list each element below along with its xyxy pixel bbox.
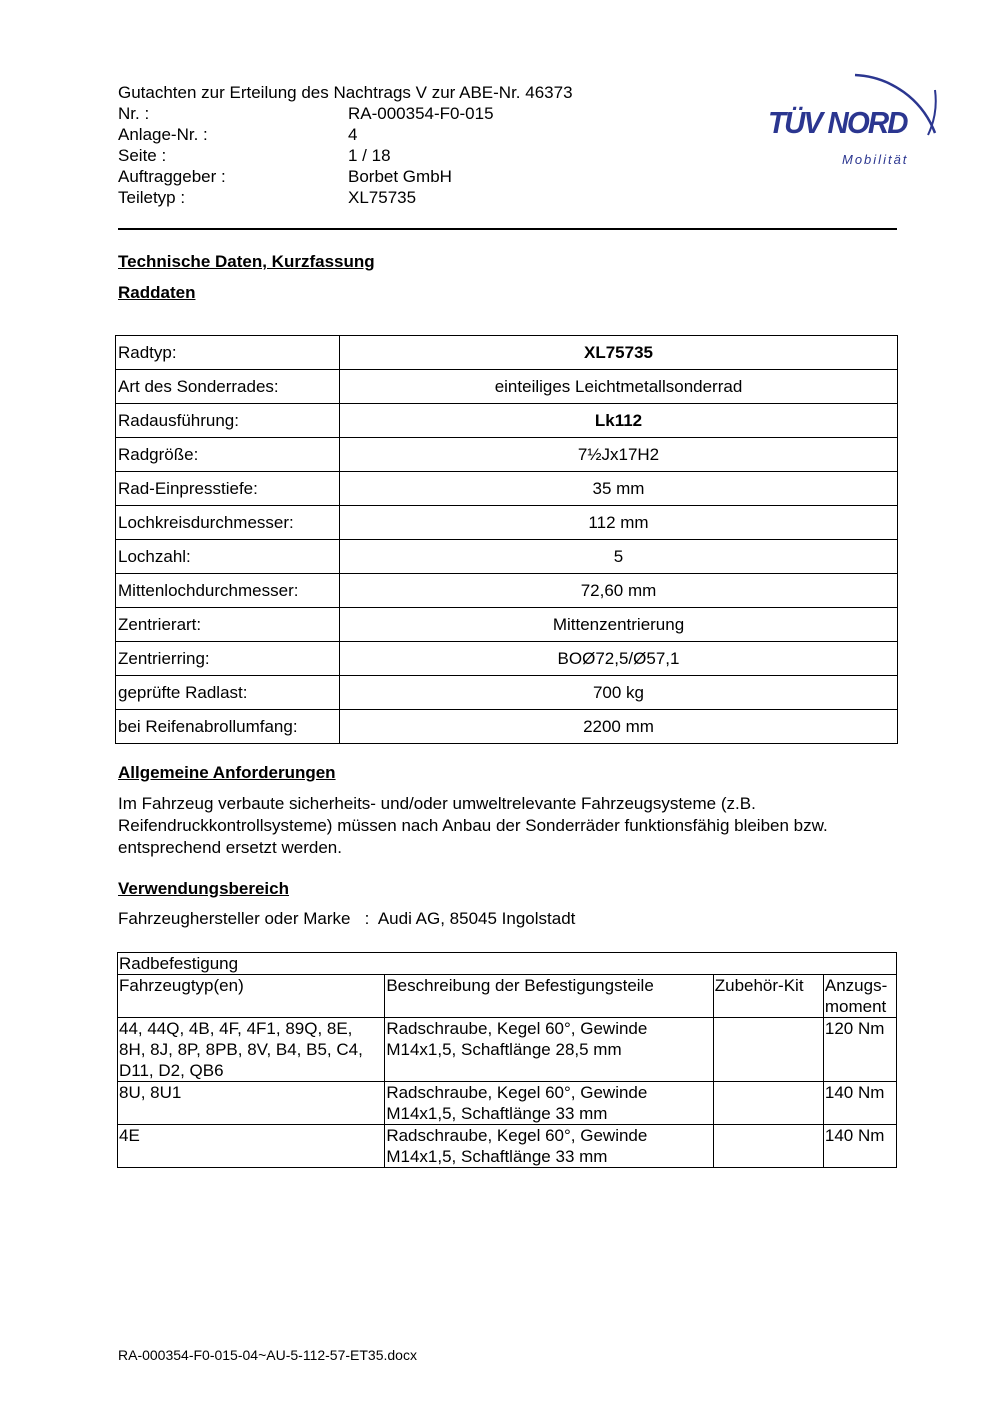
table-row (118, 1018, 897, 1082)
table-cell: 4E (118, 1125, 385, 1168)
document-header (118, 82, 718, 208)
table-title: Radbefestigung (118, 953, 897, 975)
header-row-nr (118, 103, 718, 124)
footer-filename: RA-000354-F0-015-04~AU-5-112-57-ET35.docx (118, 1347, 417, 1363)
table-row (116, 608, 898, 642)
raddaten-label: Radgröße: (116, 438, 340, 472)
table-row (116, 336, 898, 370)
raddaten-label: Radausführung: (116, 404, 340, 438)
header-label: Teiletyp : (118, 188, 186, 207)
table-row (116, 676, 898, 710)
header-value: 1 / 18 (348, 146, 391, 165)
table-row (116, 472, 898, 506)
header-label: Anlage-Nr. : (118, 125, 208, 144)
raddaten-value: 72,60 mm (340, 574, 898, 608)
raddaten-value: 112 mm (340, 506, 898, 540)
table-cell: Radschraube, Kegel 60°, Gewinde M14x1,5, Schaftlänge 28,5 mm (385, 1018, 713, 1082)
header-value: XL75735 (348, 188, 417, 207)
raddaten-label: Mittenlochdurchmesser: (116, 574, 340, 608)
raddaten-label: Zentrierart: (116, 608, 340, 642)
raddaten-value: 35 mm (340, 472, 898, 506)
raddaten-label: Lochzahl: (116, 540, 340, 574)
raddaten-label: Rad-Einpresstiefe: (116, 472, 340, 506)
document-title: Gutachten zur Erteilung des Nachtrags V zur ABE-Nr. 46373 (118, 83, 573, 102)
header-value: Borbet GmbH (348, 167, 452, 186)
header-label: Auftraggeber : (118, 167, 226, 186)
allgemein-paragraph: Im Fahrzeug verbaute sicherheits- und/oder umweltrelevante Fahrzeugsysteme (z.B. Reifendruckkontrollsysteme) müssen nach Anbau der Sonderräder funktionsfähig bleiben bzw. entsprechend ersetzt werden. (118, 794, 828, 857)
table-cell (713, 1018, 823, 1082)
raddaten-label: Lochkreisdurchmesser: (116, 506, 340, 540)
table-row (116, 540, 898, 574)
raddaten-value: 2200 mm (340, 710, 898, 744)
raddaten-value: 700 kg (340, 676, 898, 710)
table-row (116, 506, 898, 540)
header-label: Nr. : (118, 104, 150, 123)
table-row (116, 404, 898, 438)
heading-verwendungsbereich: Verwendungsbereich (118, 879, 289, 898)
table-cell: 44, 44Q, 4B, 4F, 4F1, 89Q, 8E, 8H, 8J, 8P, 8PB, 8V, B4, B5, C4, D11, D2, QB6 (118, 1018, 385, 1082)
header-row-auftraggeber (118, 166, 718, 187)
column-header: Fahrzeugtyp(en) (118, 975, 385, 1018)
raddaten-label: bei Reifenabrollumfang: (116, 710, 340, 744)
raddaten-label: Zentrierring: (116, 642, 340, 676)
raddaten-value: BOØ72,5/Ø57,1 (340, 642, 898, 676)
header-row-teiletyp (118, 187, 718, 208)
raddaten-value: XL75735 (340, 336, 898, 370)
column-header: Anzugs- moment (823, 975, 896, 1018)
table-cell: Radschraube, Kegel 60°, Gewinde M14x1,5, Schaftlänge 33 mm (385, 1082, 713, 1125)
column-header: Zubehör-Kit (713, 975, 823, 1018)
heading-raddaten: Raddaten (118, 283, 196, 302)
table-cell: 140 Nm (823, 1082, 896, 1125)
table-row (116, 574, 898, 608)
table-row (118, 1125, 897, 1168)
heading-allgemeine-anforderungen: Allgemeine Anforderungen (118, 763, 336, 782)
table-cell: 140 Nm (823, 1125, 896, 1168)
header-row-seite (118, 145, 718, 166)
header-row-anlage (118, 124, 718, 145)
raddaten-table (115, 335, 898, 744)
column-header: Beschreibung der Befestigungsteile (385, 975, 713, 1018)
logo-wordmark: TÜV NORD (768, 105, 907, 140)
raddaten-value: Lk112 (340, 404, 898, 438)
raddaten-value: einteiliges Leichtmetallsonderrad (340, 370, 898, 404)
table-row (116, 710, 898, 744)
table-header-row (118, 975, 897, 1018)
header-divider (118, 228, 897, 230)
table-row (118, 1082, 897, 1125)
raddaten-value: 7½Jx17H2 (340, 438, 898, 472)
table-cell: 120 Nm (823, 1018, 896, 1082)
heading-technische-daten: Technische Daten, Kurzfassung (118, 252, 375, 271)
table-row (116, 370, 898, 404)
header-label: Seite : (118, 146, 167, 165)
tuv-nord-logo (760, 55, 945, 175)
raddaten-label: geprüfte Radlast: (116, 676, 340, 710)
raddaten-label: Art des Sonderrades: (116, 370, 340, 404)
raddaten-value: 5 (340, 540, 898, 574)
logo-subtitle: Mobilität (842, 152, 909, 167)
header-value: RA-000354-F0-015 (348, 104, 494, 123)
table-cell (713, 1082, 823, 1125)
raddaten-label: Radtyp: (116, 336, 340, 370)
table-row (116, 438, 898, 472)
manufacturer-line: Fahrzeughersteller oder Marke : Audi AG, 85045 Ingolstadt (118, 909, 576, 928)
raddaten-value: Mittenzentrierung (340, 608, 898, 642)
header-value: 4 (348, 125, 358, 144)
table-row (116, 642, 898, 676)
table-cell (713, 1125, 823, 1168)
radbefestigung-table (117, 952, 897, 1168)
table-cell: 8U, 8U1 (118, 1082, 385, 1125)
table-title-row (118, 953, 897, 975)
table-cell: Radschraube, Kegel 60°, Gewinde M14x1,5, Schaftlänge 33 mm (385, 1125, 713, 1168)
